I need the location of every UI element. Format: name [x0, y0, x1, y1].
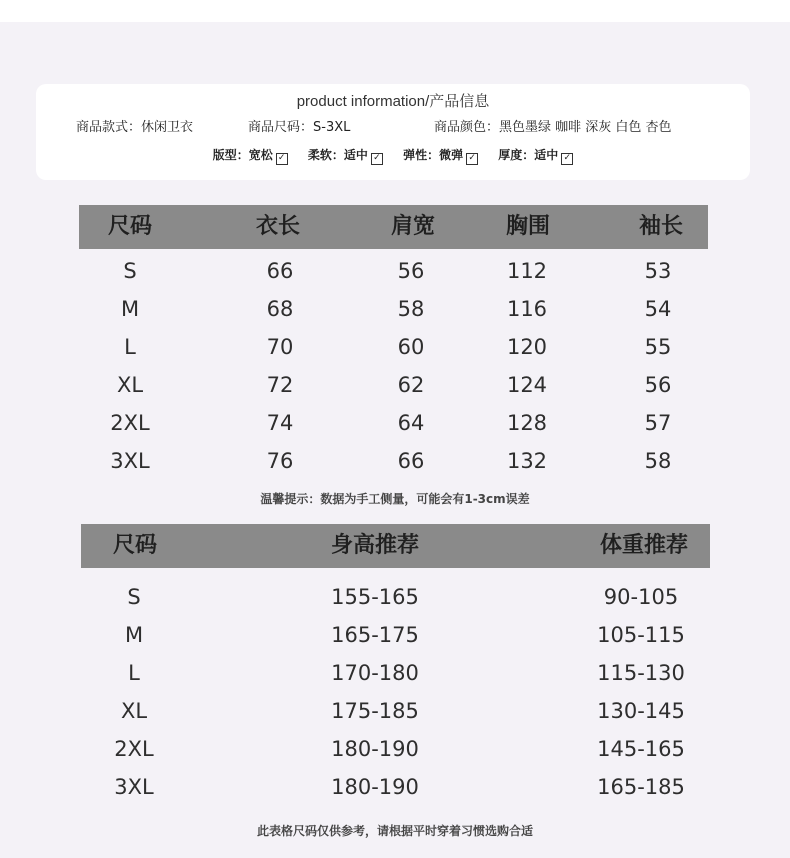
header-size: 尺码: [112, 533, 158, 558]
cell-length: 76: [266, 449, 294, 473]
attribute-thickness: [498, 146, 573, 164]
cell-weight: 145-165: [597, 737, 685, 761]
cell-length: 74: [266, 411, 294, 435]
cell-size: L: [128, 661, 140, 685]
cell-sleeve: 58: [644, 449, 672, 473]
cell-height: 170-180: [331, 661, 419, 685]
cell-chest: 124: [506, 373, 548, 397]
product-info-title: product information/产品信息: [296, 93, 490, 110]
cell-size: 2XL: [114, 737, 154, 761]
attribute-label: 版型：宽松: [212, 148, 273, 162]
checkbox-checked-icon: ✓: [276, 153, 288, 165]
cell-height: 165-175: [331, 623, 419, 647]
attribute-softness: [308, 146, 383, 164]
cell-shoulder: 56: [397, 259, 425, 283]
attribute-elasticity: [403, 146, 478, 164]
cell-height: 175-185: [331, 699, 419, 723]
header-shoulder: 肩宽: [390, 214, 436, 239]
header-sleeve: 袖长: [638, 214, 684, 239]
cell-sleeve: 56: [644, 373, 672, 397]
cell-sleeve: 54: [644, 297, 672, 321]
product-style: 商品款式：休闲卫衣: [76, 120, 194, 135]
cell-size: 3XL: [114, 775, 154, 799]
cell-height: 180-190: [331, 775, 419, 799]
cell-length: 66: [266, 259, 294, 283]
cell-shoulder: 66: [397, 449, 425, 473]
product-size-range: 商品尺码：S-3XL: [248, 120, 351, 135]
cell-length: 72: [266, 373, 294, 397]
cell-weight: 105-115: [597, 623, 685, 647]
checkbox-checked-icon: ✓: [561, 153, 573, 165]
cell-weight: 165-185: [597, 775, 685, 799]
table-header: [79, 205, 708, 249]
reference-note: 此表格尺码仅供参考，请根据平时穿着习惯选购合适: [256, 824, 533, 838]
cell-height: 180-190: [331, 737, 419, 761]
cell-sleeve: 57: [644, 411, 672, 435]
cell-chest: 112: [506, 259, 548, 283]
cell-sleeve: 55: [644, 335, 672, 359]
header-chest: 胸围: [505, 214, 551, 239]
cell-weight: 115-130: [597, 661, 685, 685]
cell-chest: 132: [506, 449, 548, 473]
cell-length: 68: [266, 297, 294, 321]
table-header: [81, 524, 710, 568]
recommendation-table: [81, 524, 710, 814]
cell-size: 2XL: [110, 411, 150, 435]
cell-size: M: [120, 297, 140, 321]
cell-size: XL: [120, 699, 148, 723]
cell-chest: 116: [506, 297, 548, 321]
checkbox-checked-icon: ✓: [371, 153, 383, 165]
cell-size: 3XL: [110, 449, 150, 473]
product-colors: 商品颜色：黑色墨绿 咖啡 深灰 白色 杏色: [434, 120, 672, 135]
cell-size: S: [123, 259, 137, 283]
cell-size: M: [124, 623, 144, 647]
cell-size: S: [127, 585, 141, 609]
product-info-card: [36, 84, 750, 180]
cell-shoulder: 58: [397, 297, 425, 321]
cell-shoulder: 60: [397, 335, 425, 359]
cell-shoulder: 64: [397, 411, 425, 435]
size-measurement-table: [79, 205, 708, 485]
attribute-fit: [213, 146, 288, 164]
cell-weight: 130-145: [597, 699, 685, 723]
header-weight: 体重推荐: [599, 533, 689, 558]
cell-chest: 128: [506, 411, 548, 435]
product-info-row: [36, 116, 750, 136]
cell-height: 155-165: [331, 585, 419, 609]
product-attributes: [36, 146, 750, 164]
cell-size: XL: [116, 373, 144, 397]
attribute-label: 柔软：适中: [307, 148, 368, 162]
cell-length: 70: [266, 335, 294, 359]
checkbox-checked-icon: ✓: [466, 153, 478, 165]
cell-sleeve: 53: [644, 259, 672, 283]
attribute-label: 弹性：微弹: [403, 148, 464, 162]
cell-weight: 90-105: [603, 585, 679, 609]
cell-size: L: [124, 335, 136, 359]
top-white-strip: [0, 0, 790, 22]
cell-shoulder: 62: [397, 373, 425, 397]
attribute-label: 厚度：适中: [498, 148, 559, 162]
cell-chest: 120: [506, 335, 548, 359]
header-height: 身高推荐: [330, 533, 420, 558]
header-size: 尺码: [107, 214, 153, 239]
header-length: 衣长: [255, 214, 301, 239]
measurement-note: 温馨提示：数据为手工侧量，可能会有1-3cm误差: [260, 492, 530, 506]
